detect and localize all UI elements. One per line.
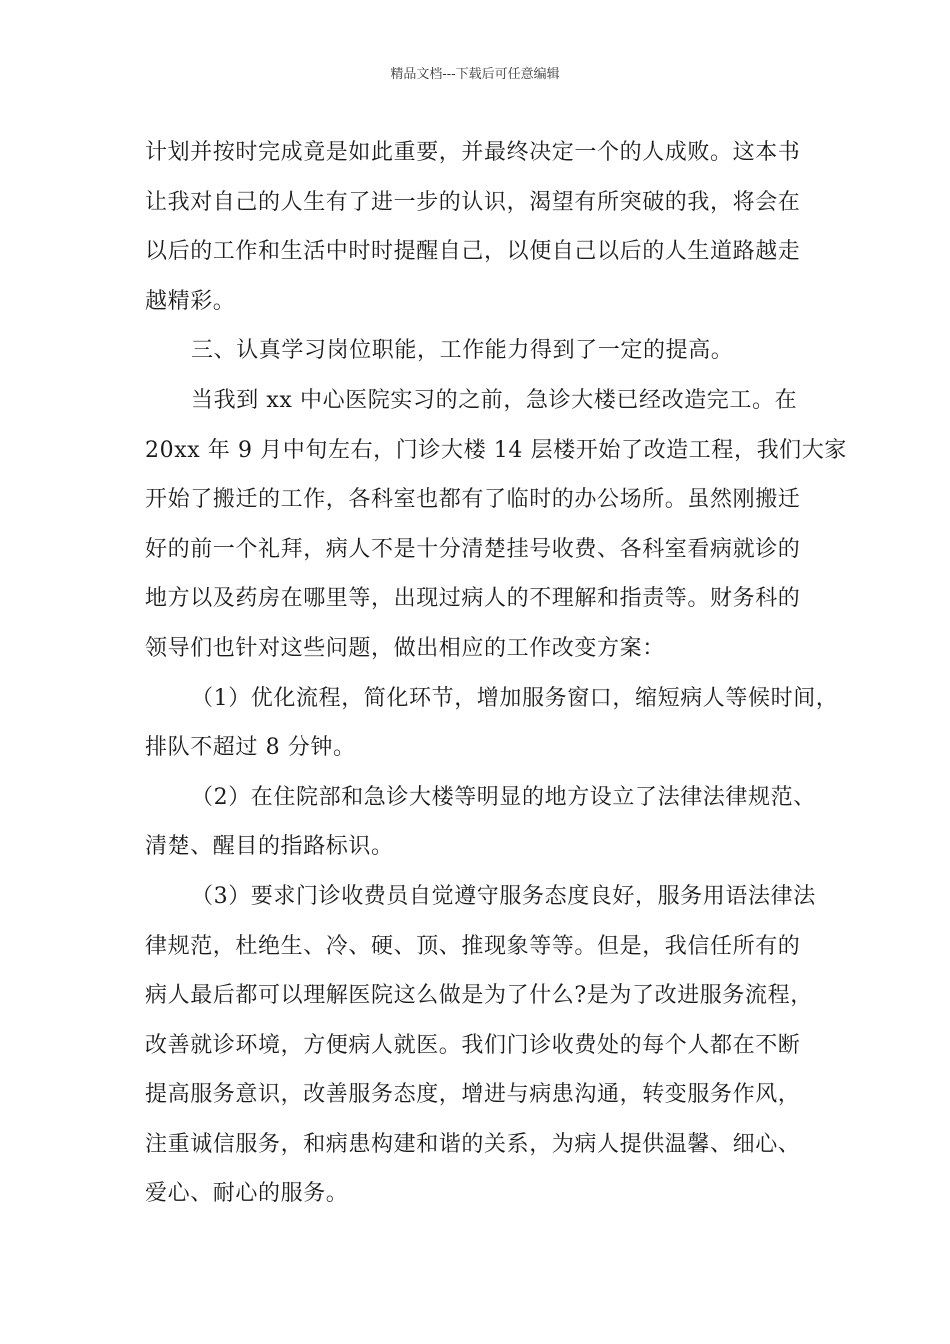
page-header: 精品文档---下载后可任意编辑 (390, 67, 560, 82)
text-line: 提高服务意识，改善服务态度，增进与病患沟通，转变服务作风， (145, 1082, 801, 1108)
list-item: （3）要求门诊收费员自觉遵守服务态度良好，服务用语法律法 (191, 883, 816, 909)
text-line: 律规范，杜绝生、冷、硬、顶、推现象等等。但是，我信任所有的 (145, 933, 801, 959)
section-heading: 三、认真学习岗位职能，工作能力得到了一定的提高。 (191, 338, 734, 364)
text-line: 清楚、醒目的指路标识。 (145, 834, 394, 860)
text-line: 让我对自己的人生有了进一步的认识，渴望有所突破的我，将会在 (145, 189, 801, 215)
text-line: 以后的工作和生活中时时提醒自己，以便自己以后的人生道路越走 (145, 239, 801, 265)
text-line: 当我到 xx 中心医院实习的之前，急诊大楼已经改造完工。在 (191, 387, 798, 413)
list-item: （2）在住院部和急诊大楼等明显的地方设立了法律法律规范、 (191, 784, 816, 810)
text-line: 改善就诊环境，方便病人就医。我们门诊收费处的每个人都在不断 (145, 1032, 801, 1058)
document-body (145, 128, 847, 1219)
text-line: 地方以及药房在哪里等，出现过病人的不理解和指责等。财务科的 (145, 586, 801, 612)
text-line: 20xx 年 9 月中旬左右，门诊大楼 14 层楼开始了改造工程，我们大家 (145, 437, 847, 463)
text-line: 排队不超过 8 分钟。 (145, 735, 356, 761)
text-line: 注重诚信服务，和病患构建和谐的关系，为病人提供温馨、细心、 (145, 1131, 801, 1157)
list-item: （1）优化流程，简化环节，增加服务窗口，缩短病人等候时间， (191, 685, 839, 711)
text-line: 越精彩。 (145, 288, 236, 314)
text-line: 计划并按时完成竟是如此重要，并最终决定一个的人成败。这本书 (145, 140, 801, 165)
text-line: 病人最后都可以理解医院这么做是为了什么?是为了改进服务流程， (145, 983, 813, 1009)
text-line: 爱心、耐心的服务。 (145, 1181, 349, 1207)
text-line: 领导们也针对这些问题，做出相应的工作改变方案： (145, 635, 665, 661)
text-line: 开始了搬迁的工作，各科室也都有了临时的办公场所。虽然刚搬迁 (145, 487, 801, 513)
text-line: 好的前一个礼拜，病人不是十分清楚挂号收费、各科室看病就诊的 (145, 536, 801, 562)
